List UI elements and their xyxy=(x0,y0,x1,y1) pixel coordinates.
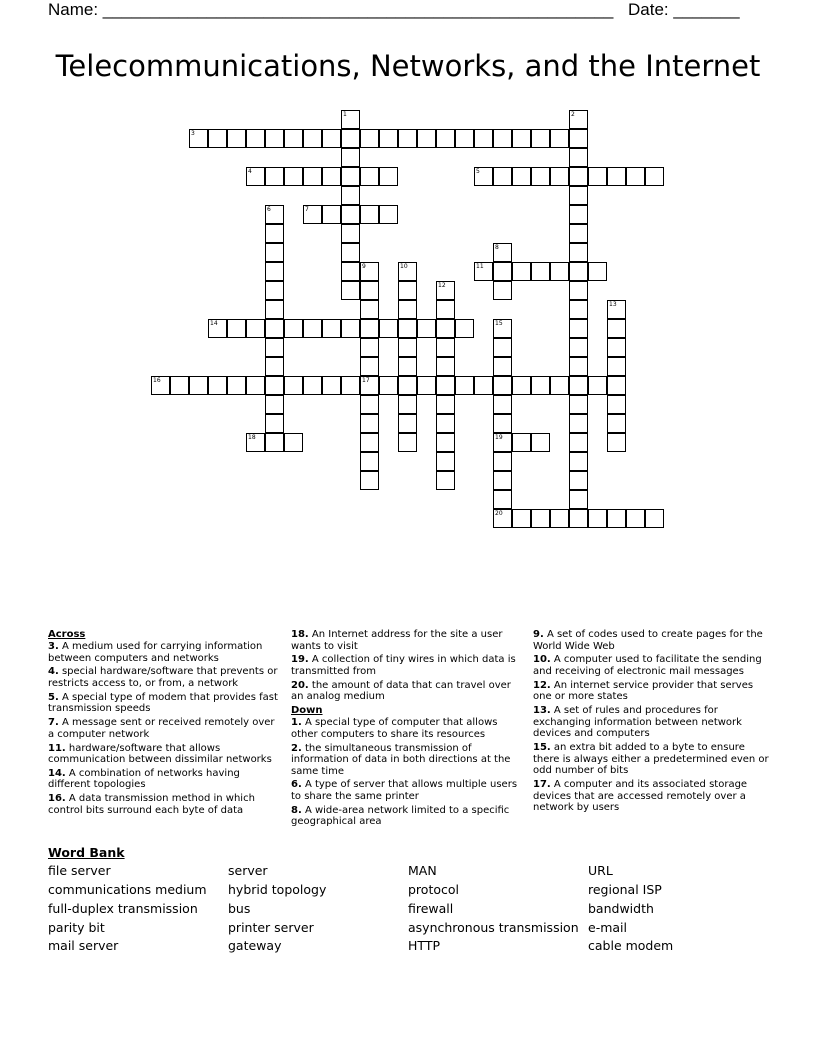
crossword-cell[interactable] xyxy=(246,167,265,186)
crossword-cell[interactable] xyxy=(341,243,360,262)
down-heading: Down xyxy=(291,705,323,717)
crossword-cell[interactable] xyxy=(607,376,626,395)
crossword-cell[interactable] xyxy=(360,357,379,376)
crossword-cell[interactable] xyxy=(569,319,588,338)
crossword-cell[interactable] xyxy=(512,376,531,395)
crossword-cell[interactable] xyxy=(189,376,208,395)
crossword-cell[interactable] xyxy=(569,167,588,186)
clue-number: 11 xyxy=(476,263,484,270)
crossword-cell[interactable] xyxy=(512,509,531,528)
crossword-cell[interactable] xyxy=(398,300,417,319)
crossword-cell[interactable] xyxy=(493,357,512,376)
crossword-cell[interactable] xyxy=(474,262,493,281)
crossword-cell[interactable] xyxy=(607,357,626,376)
crossword-cell[interactable] xyxy=(322,129,341,148)
crossword-cell[interactable] xyxy=(493,376,512,395)
crossword-cell[interactable] xyxy=(607,300,626,319)
crossword-cell[interactable] xyxy=(569,262,588,281)
crossword-cell[interactable] xyxy=(569,414,588,433)
crossword-cell[interactable] xyxy=(569,509,588,528)
clue-number: 5 xyxy=(476,168,480,175)
crossword-cell[interactable] xyxy=(303,205,322,224)
crossword-cell[interactable] xyxy=(379,319,398,338)
crossword-cell[interactable] xyxy=(645,167,664,186)
crossword-cell[interactable] xyxy=(303,129,322,148)
crossword-cell[interactable] xyxy=(398,129,417,148)
crossword-cell[interactable] xyxy=(493,414,512,433)
crossword-cell[interactable] xyxy=(607,509,626,528)
crossword-cell[interactable] xyxy=(398,281,417,300)
crossword-cell[interactable] xyxy=(246,129,265,148)
clue-across: 3. A medium used for carrying information between computers and networks xyxy=(48,641,263,664)
word-bank-item: server xyxy=(228,863,268,878)
crossword-cell[interactable] xyxy=(474,167,493,186)
crossword-cell[interactable] xyxy=(569,148,588,167)
clue-across: 18. An Internet address for the site a user wants to visit xyxy=(291,629,503,652)
word-bank-item: firewall xyxy=(408,901,454,916)
crossword-cell[interactable] xyxy=(531,167,550,186)
clue-down: 13. A set of rules and procedures for exchanging information between network devices and computers xyxy=(533,705,742,740)
crossword-cell[interactable] xyxy=(227,129,246,148)
crossword-cell[interactable] xyxy=(265,319,284,338)
crossword-cell[interactable] xyxy=(341,186,360,205)
crossword-cell[interactable] xyxy=(531,262,550,281)
crossword-cell[interactable] xyxy=(284,376,303,395)
crossword-cell[interactable] xyxy=(265,414,284,433)
crossword-cell[interactable] xyxy=(436,414,455,433)
clue-across: 14. A combination of networks having different topologies xyxy=(48,767,240,791)
crossword-cell[interactable] xyxy=(360,433,379,452)
crossword-cell[interactable] xyxy=(284,167,303,186)
crossword-cell[interactable] xyxy=(493,129,512,148)
clue-number: 17 xyxy=(362,377,370,384)
crossword-cell[interactable] xyxy=(246,376,265,395)
crossword-cell[interactable] xyxy=(284,433,303,452)
page-title: Telecommunications, Networks, and the Internet xyxy=(55,49,761,83)
clue-number: 18 xyxy=(248,434,256,441)
crossword-cell[interactable] xyxy=(531,509,550,528)
crossword-cell[interactable] xyxy=(398,433,417,452)
crossword-cell[interactable] xyxy=(360,395,379,414)
word-bank-item: cable modem xyxy=(588,938,674,953)
crossword-cell[interactable] xyxy=(398,376,417,395)
clue-across: 4. special hardware/software that prevents or restricts access to, or from, a network xyxy=(48,666,278,689)
crossword-cell[interactable] xyxy=(265,300,284,319)
crossword-cell[interactable] xyxy=(341,224,360,243)
crossword-cell[interactable] xyxy=(607,433,626,452)
crossword-cell[interactable] xyxy=(455,319,474,338)
crossword-cell[interactable] xyxy=(360,262,379,281)
crossword-cell[interactable] xyxy=(493,490,512,509)
crossword-cell[interactable] xyxy=(360,376,379,395)
crossword-cell[interactable] xyxy=(493,319,512,338)
clue-across: 20. the amount of data that can travel over an analog medium xyxy=(291,679,511,703)
word-bank-item: hybrid topology xyxy=(228,882,327,897)
clue-number: 13 xyxy=(609,301,617,308)
crossword-cell[interactable] xyxy=(208,129,227,148)
word-bank-item: printer server xyxy=(228,920,314,935)
crossword-cell[interactable] xyxy=(265,129,284,148)
word-bank-item: e-mail xyxy=(588,920,627,935)
crossword-cell[interactable] xyxy=(588,167,607,186)
crossword-cell[interactable] xyxy=(607,167,626,186)
clue-across: 11. hardware/software that allows communication between dissimilar networks xyxy=(48,742,272,766)
clue-down: 17. A computer and its associated storage devices that are accessed remotely over a network by users xyxy=(533,779,748,814)
clue-number: 3 xyxy=(191,130,195,137)
crossword-cell[interactable] xyxy=(569,243,588,262)
crossword-cell[interactable] xyxy=(436,281,455,300)
word-bank-item: mail server xyxy=(48,938,119,953)
clue-down: 15. an extra bit added to a byte to ensure there is always either a predetermined even or odd number of bits xyxy=(533,742,769,777)
crossword-cell[interactable] xyxy=(341,110,360,129)
crossword-cell[interactable] xyxy=(265,433,284,452)
crossword-cell[interactable] xyxy=(436,376,455,395)
crossword-cell[interactable] xyxy=(360,452,379,471)
crossword-cell[interactable] xyxy=(455,376,474,395)
crossword-cell[interactable] xyxy=(360,281,379,300)
word-bank-item: bandwidth xyxy=(588,901,654,916)
crossword-cell[interactable] xyxy=(360,300,379,319)
word-bank-item: file server xyxy=(48,863,111,878)
crossword-cell[interactable] xyxy=(436,433,455,452)
clue-number: 10 xyxy=(400,263,408,270)
crossword-cell[interactable] xyxy=(474,129,493,148)
clue-across: 19. A collection of tiny wires in which data is transmitted from xyxy=(291,654,516,677)
crossword-cell[interactable] xyxy=(341,205,360,224)
crossword-cell[interactable] xyxy=(569,281,588,300)
word-bank-item: bus xyxy=(228,901,251,916)
crossword-cell[interactable] xyxy=(284,319,303,338)
crossword-cell[interactable] xyxy=(607,414,626,433)
crossword-cell[interactable] xyxy=(265,243,284,262)
crossword-cell[interactable] xyxy=(417,319,436,338)
crossword-cell[interactable] xyxy=(626,167,645,186)
crossword-cell[interactable] xyxy=(512,433,531,452)
crossword-cell[interactable] xyxy=(569,186,588,205)
clue-down: 6. A type of server that allows multiple users to share the same printer xyxy=(291,779,518,803)
crossword-cell[interactable] xyxy=(417,129,436,148)
word-bank-item: regional ISP xyxy=(588,882,662,897)
crossword-cell[interactable] xyxy=(455,129,474,148)
word-bank-item: communications medium xyxy=(48,882,207,897)
clues-column-1 xyxy=(48,629,280,819)
crossword-cell[interactable] xyxy=(322,319,341,338)
crossword-cell[interactable] xyxy=(607,395,626,414)
crossword-cell[interactable] xyxy=(493,433,512,452)
crossword-cell[interactable] xyxy=(531,129,550,148)
crossword-cell[interactable] xyxy=(246,433,265,452)
crossword-cell[interactable] xyxy=(569,452,588,471)
crossword-cell[interactable] xyxy=(493,509,512,528)
crossword-cell[interactable] xyxy=(493,243,512,262)
crossword-cell[interactable] xyxy=(265,167,284,186)
crossword-cell[interactable] xyxy=(493,395,512,414)
crossword-cell[interactable] xyxy=(569,300,588,319)
clue-number: 12 xyxy=(438,282,446,289)
clue-number: 6 xyxy=(267,206,271,213)
crossword-cell[interactable] xyxy=(550,262,569,281)
word-bank-item: URL xyxy=(588,863,613,878)
crossword-cell[interactable] xyxy=(341,129,360,148)
crossword-cell[interactable] xyxy=(569,357,588,376)
crossword-cell[interactable] xyxy=(189,129,208,148)
crossword-cell[interactable] xyxy=(436,300,455,319)
clue-across: 7. A message sent or received remotely over a computer network xyxy=(48,717,275,740)
crossword-cell[interactable] xyxy=(436,319,455,338)
crossword-cell[interactable] xyxy=(341,281,360,300)
crossword-cell[interactable] xyxy=(569,376,588,395)
across-heading: Across xyxy=(48,629,86,640)
crossword-cell[interactable] xyxy=(341,167,360,186)
crossword-cell[interactable] xyxy=(550,167,569,186)
crossword-cell[interactable] xyxy=(607,319,626,338)
clue-number: 14 xyxy=(210,320,218,327)
word-bank-item: gateway xyxy=(228,938,282,953)
crossword-cell[interactable] xyxy=(436,357,455,376)
crossword-cell[interactable] xyxy=(398,319,417,338)
crossword-cell[interactable] xyxy=(151,376,170,395)
clues-column-3 xyxy=(533,629,769,816)
clue-number: 7 xyxy=(305,206,309,213)
clue-across: 5. A special type of modem that provides fast transmission speeds xyxy=(48,691,278,715)
crossword-cell[interactable] xyxy=(569,338,588,357)
crossword-cell[interactable] xyxy=(360,167,379,186)
crossword-cell[interactable] xyxy=(626,509,645,528)
crossword-cell[interactable] xyxy=(493,167,512,186)
crossword-cell[interactable] xyxy=(436,395,455,414)
clue-down: 2. the simultaneous transmission of information of data in both directions at the same time xyxy=(291,742,511,777)
crossword-cell[interactable] xyxy=(569,471,588,490)
clue-number: 20 xyxy=(495,510,503,517)
clue-down: 8. A wide-area network limited to a specific geographical area xyxy=(291,804,510,828)
crossword-cell[interactable] xyxy=(265,205,284,224)
crossword-cell[interactable] xyxy=(531,376,550,395)
crossword-cell[interactable] xyxy=(588,262,607,281)
crossword-cell[interactable] xyxy=(246,319,265,338)
crossword-cell[interactable] xyxy=(360,129,379,148)
crossword-cell[interactable] xyxy=(341,376,360,395)
crossword-cell[interactable] xyxy=(322,167,341,186)
crossword-cell[interactable] xyxy=(474,376,493,395)
crossword-cell[interactable] xyxy=(265,357,284,376)
crossword-cell[interactable] xyxy=(493,338,512,357)
word-bank-item: HTTP xyxy=(408,938,440,953)
crossword-cell[interactable] xyxy=(208,319,227,338)
crossword-cell[interactable] xyxy=(360,414,379,433)
clue-down: 10. A computer used to facilitate the sending and receiving of electronic mail messages xyxy=(533,654,762,677)
crossword-cell[interactable] xyxy=(436,452,455,471)
word-bank-item: asynchronous transmission xyxy=(408,920,579,935)
crossword-cell[interactable] xyxy=(550,129,569,148)
crossword-cell[interactable] xyxy=(607,338,626,357)
crossword-cell[interactable] xyxy=(360,205,379,224)
crossword-cell[interactable] xyxy=(379,205,398,224)
clue-number: 4 xyxy=(248,168,252,175)
crossword-cell[interactable] xyxy=(550,376,569,395)
crossword-cell[interactable] xyxy=(265,338,284,357)
clue-down: 1. A special type of computer that allows other computers to share its resources xyxy=(291,717,498,740)
clues-column-2 xyxy=(291,629,523,830)
crossword-cell[interactable] xyxy=(493,262,512,281)
clue-number: 16 xyxy=(153,377,161,384)
crossword-cell[interactable] xyxy=(436,129,455,148)
clue-number: 2 xyxy=(571,111,575,118)
crossword-cell[interactable] xyxy=(398,357,417,376)
crossword-cell[interactable] xyxy=(588,509,607,528)
crossword-cell[interactable] xyxy=(512,167,531,186)
crossword-cell[interactable] xyxy=(493,452,512,471)
crossword-cell[interactable] xyxy=(379,376,398,395)
crossword-cell[interactable] xyxy=(645,509,664,528)
crossword-cell[interactable] xyxy=(360,338,379,357)
crossword-cell[interactable] xyxy=(265,281,284,300)
crossword-cell[interactable] xyxy=(569,433,588,452)
clue-number: 9 xyxy=(362,263,366,270)
crossword-cell[interactable] xyxy=(341,319,360,338)
crossword-cell[interactable] xyxy=(398,414,417,433)
crossword-cell[interactable] xyxy=(341,262,360,281)
crossword-cell[interactable] xyxy=(417,376,436,395)
crossword-cell[interactable] xyxy=(569,129,588,148)
clue-number: 8 xyxy=(495,244,499,251)
clue-number: 19 xyxy=(495,434,503,441)
crossword-cell[interactable] xyxy=(360,471,379,490)
word-bank-item: MAN xyxy=(408,863,437,878)
crossword-cell[interactable] xyxy=(379,167,398,186)
crossword-cell[interactable] xyxy=(303,319,322,338)
crossword-cell[interactable] xyxy=(436,471,455,490)
crossword-cell[interactable] xyxy=(322,376,341,395)
clue-number: 1 xyxy=(343,111,347,118)
word-bank-item: full-duplex transmission xyxy=(48,901,198,916)
crossword-cell[interactable] xyxy=(227,319,246,338)
crossword-cell[interactable] xyxy=(398,338,417,357)
name-field[interactable]: Name: ______________________________________________________ xyxy=(48,0,614,19)
crossword-cell[interactable] xyxy=(588,376,607,395)
crossword-cell[interactable] xyxy=(398,262,417,281)
crossword-cell[interactable] xyxy=(398,395,417,414)
word-bank-item: parity bit xyxy=(48,920,105,935)
date-field[interactable]: Date: _______ xyxy=(628,0,740,19)
crossword-cell[interactable] xyxy=(284,129,303,148)
crossword-cell[interactable] xyxy=(512,262,531,281)
crossword-cell[interactable] xyxy=(227,376,246,395)
crossword-cell[interactable] xyxy=(569,395,588,414)
clue-down: 12. An internet service provider that serves one or more states xyxy=(533,679,754,703)
crossword-cell[interactable] xyxy=(493,471,512,490)
crossword-cell[interactable] xyxy=(265,224,284,243)
crossword-cell[interactable] xyxy=(512,129,531,148)
crossword-cell[interactable] xyxy=(303,376,322,395)
clue-across: 16. A data transmission method in which control bits surround each byte of data xyxy=(48,793,255,816)
crossword-cell[interactable] xyxy=(531,433,550,452)
crossword-cell[interactable] xyxy=(550,509,569,528)
clue-down: 9. A set of codes used to create pages for the World Wide Web xyxy=(533,629,763,652)
crossword-cell[interactable] xyxy=(265,262,284,281)
crossword-cell[interactable] xyxy=(265,376,284,395)
clue-number: 15 xyxy=(495,320,503,327)
crossword-cell[interactable] xyxy=(170,376,189,395)
crossword-cell[interactable] xyxy=(341,148,360,167)
crossword-cell[interactable] xyxy=(569,110,588,129)
crossword-cell[interactable] xyxy=(265,395,284,414)
crossword-cell[interactable] xyxy=(360,319,379,338)
crossword-cell[interactable] xyxy=(379,129,398,148)
crossword-cell[interactable] xyxy=(569,205,588,224)
word-bank-title: Word Bank xyxy=(48,845,125,860)
word-bank-item: protocol xyxy=(408,882,459,897)
crossword-cell[interactable] xyxy=(493,281,512,300)
crossword-cell[interactable] xyxy=(569,224,588,243)
crossword-cell[interactable] xyxy=(208,376,227,395)
crossword-cell[interactable] xyxy=(303,167,322,186)
crossword-cell[interactable] xyxy=(569,490,588,509)
crossword-cell[interactable] xyxy=(322,205,341,224)
crossword-cell[interactable] xyxy=(436,338,455,357)
